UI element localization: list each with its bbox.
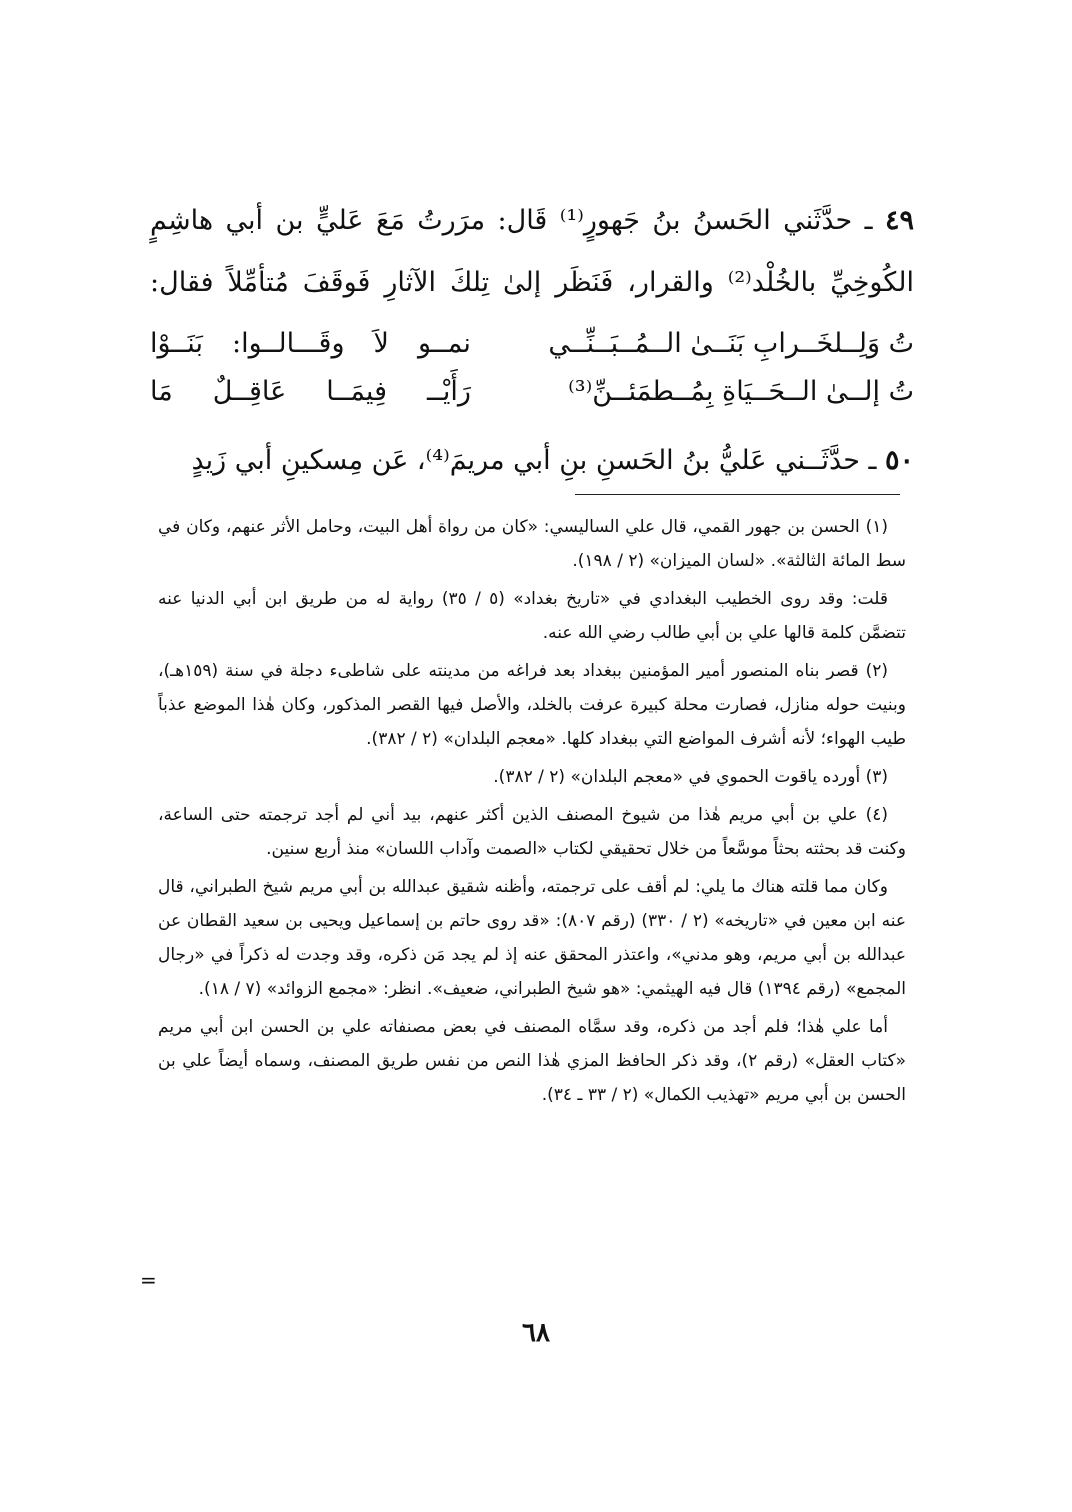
verse-first-hemistich: تُ وَلِــلخَــرابِ بَنَــىٰ الــمُــبَــنِّــي [548,328,914,359]
footnote: (٢) قصر بناه المنصور أمير المؤمنين ببغداد بعد فراغه من مدينته على شاطىء دجلة في سنة (١٥٩هـ)، وبنيت حوله منازل، فصارت محلة كبيرة عرفت بالخلد، والأصل فيها القصر المذكور، وكان هٰذا الموضع عذباً طيب الهواء؛ لأنه أشرف المواضع التي ببغداد كلها. «معجم البلدان» (٢ / ٣٨٢). [158,661,906,749]
poem [150,320,914,416]
main-text [150,190,914,492]
verse-second-hemistich [150,320,471,368]
verse-word: بَنَــوْا [150,328,203,359]
poem-verse [150,368,914,416]
poem-verse [150,320,914,368]
hadith-number: ٥٠ [884,445,914,476]
hadith-number: ٤٩ [885,205,915,236]
hadith-text: ـ حدَّثَني الحَسنُ بنُ جَهورٍ⁽¹⁾ قَال: مرَرتُ مَعَ عَليٍّ بن أبي هاشِمٍ الكُوخِيِّ بالخُلْد⁽²⁾ والقرار، فَنَظَر إلىٰ تِلكَ الآثارِ فَوقَفَ مُتأمِّلاً فقال: [150,205,914,298]
verse-word: رَأَيْــ [427,376,471,407]
footnote-continuation: وكان مما قلته هناك ما يلي: لم أقف على ترجمته، وأظنه شقيق عبدالله بن أبي مريم شيخ الطبراني، قال عنه ابن معين في «تاريخه» (٢ / ٣٣٠) (رقم ٨٠٧): «قد روى حاتم بن إسماعيل ويحيى بن سعيد القطان عن عبدالله بن أبي مريم، وهو مدني»، واعتذر المحقق عنه إذ لم يجد مَن ذكره، وقد وجدت له ذكراً في «رجال المجمع» (رقم ١٣٩٤) قال فيه الهيثمي: «هو شيخ الطبراني، ضعيف». انظر: «مجمع الزوائد» (٧ / ١٨). [158,877,906,999]
footnote-continuation: أما علي هٰذا؛ فلم أجد من ذكره، وقد سمَّاه المصنف في بعض مصنفاته علي بن الحسن ابن أبي مريم «كتاب العقل» (رقم ٢)، وقد ذكر الحافظ المزي هٰذا النص من نفس طريق المصنف، وسماه أيضاً علي بن الحسن بن أبي مريم «تهذيب الكمال» (٢ / ٣٣ ـ ٣٤). [158,1017,906,1105]
continuation-mark: = [140,1268,157,1292]
hadith-49 [150,190,914,314]
hadith-50 [150,430,914,492]
verse-first-hemistich: تُ إلــىٰ الــحَــيَاةِ بِمُــطمَئــنِّ⁽³⁾ [568,376,914,407]
hadith-text: ـ حدَّثَــني عَليُّ بنُ الحَسنِ بنِ أبي مريمَ⁽⁴⁾، عَن مِسكينِ أبي زَيدٍ [191,445,877,476]
verse-word: عَاقِــلٌ [212,376,287,407]
verse-word: لاَ [373,328,389,359]
verse-word: نمــو [417,328,471,359]
footnote: (٣) أورده ياقوت الحموي في «معجم البلدان» (٢ / ٣٨٢). [493,767,888,787]
verse-second-hemistich [150,368,471,416]
footnote: (٤) علي بن أبي مريم هٰذا من شيوخ المصنف الذين أكثر عنهم، بيد أني لم أجد ترجمته حتى الساعة، وكنت قد بحثته بحثاً موسَّعاً من خلال تحقيقي لكتاب «الصمت وآداب اللسان» منذ أربع سنين. [158,805,906,859]
footnotes [158,510,906,1116]
footnote-continuation: قلت: وقد روى الخطيب البغدادي في «تاريخ بغداد» (٥ / ٣٥) رواية له من طريق ابن أبي الدنيا عنه تتضمَّن كلمة قالها علي بن أبي طالب رضي الله عنه. [158,589,906,643]
footnote-separator [575,494,900,495]
verse-word: وقَـــالــوا: [232,328,345,359]
footnote: (١) الحسن بن جهور القمي، قال علي الساليسي: «كان من رواة أهل البيت، وحامل الأثر عنهم، وكان في سط المائة الثالثة». «لسان الميزان» (٢ / ١٩٨). [158,517,906,571]
page-number: ٦٨ [522,1318,550,1348]
verse-word: مَا [150,376,173,407]
verse-word: فِيمَــا [326,376,387,407]
